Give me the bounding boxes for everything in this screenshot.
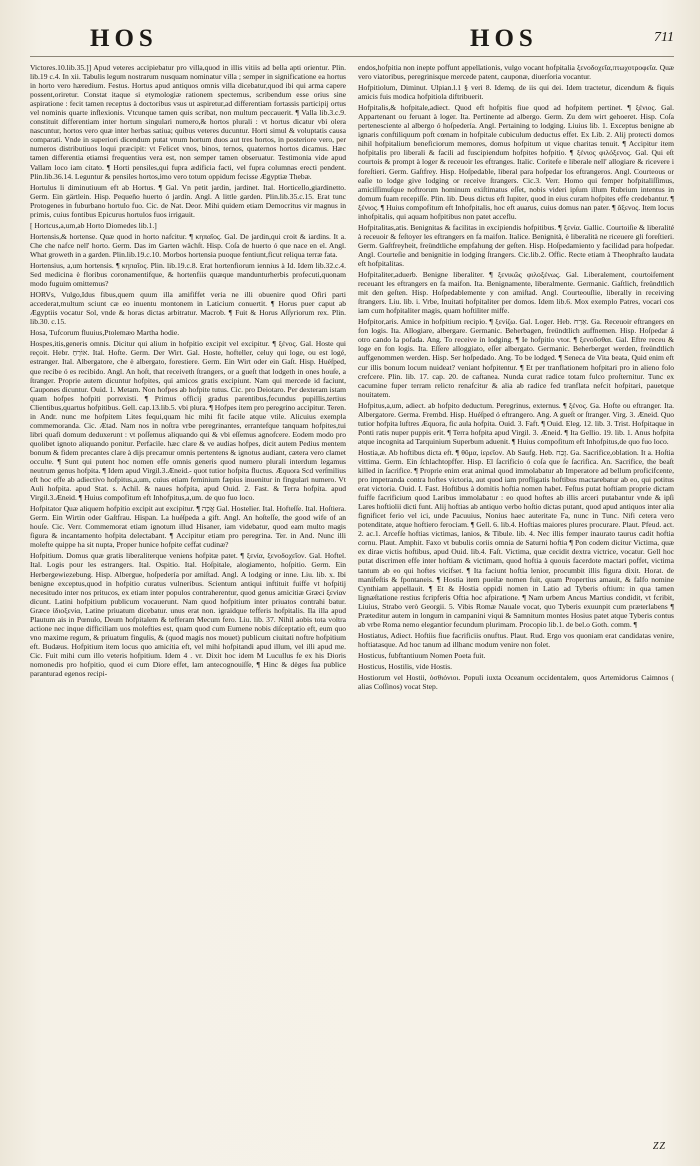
dictionary-entry: HORVs, Vulgo,Idus fibus,quem quum illa amififfet veria ne illi obuenire quod Ofiri parti accederat,multum sciunt cæ eo inuentu montonem in Laticium conuertit. ¶ Horus puer caput ab Ægyptiis vocatur Sol, vnde & horas dictas arbitratur. Macrob. ¶ Fuit & Horus Aſſyriorum rex. Plin. lib.30. c.15. bbox=[30, 290, 346, 327]
catchword: ZZ bbox=[652, 1141, 666, 1152]
dictionary-entry: Hofpitium. Domus quæ gratis liberaliterque veniens hofpitæ patet. ¶ ξενία, ξενοδοχεῖον. Gal. Hoftel. Ital. Logis pour les estrangers. Ital. Ospitio. Ital. Hoſpitale, alogiamento, hoſpitio. Germ. Ein Herbergewiezebung. Hisp. Albergue, hoſpedería por amiſtad. Angl. A lodging or inne. Liu. lib. x. Ibi benigne exceptus,quod in hofpitio curatus vulneribus. Scientum antiqui inftituit fuiffe vt hofpitij necesitudo inter nos pritucos, ex etiam inter populos contraherentur, quod genus amicitiæ Græci ξενίαν dicunt. Latini hofpitium publicum vocauerunt. Nam quod hofpitium inter priuatos contrahi batur. Græce ἰδιοξενία, Latine priuatum dicebatur. unus erat non. igraidque tefferis hofpitalis. Ila illa apud Plautum ais in Pœnulo, Deum hofpitalem & tefferam Mecum fero. Liu. lib. 37. Nihil aobis tota voltra actione nec inque difficiliam uos molefties est, quam quod cum Eumene nobis diſceptatio eft, eum quo vno maxime regum, & priuatum fingulis, & (quod magis nos mouet) publicum ciuitati noftre hofpitium eft. Budæus. Hofpitium item locus quo amicitia eft, vel mihi hofpitandi apud illum, vel illi apud me. Cic. Fuit mihi cum illo veteris hofpitium. Idem 4 . vr. Dixit hoc idem M Lucullus fe ex his Dioris nomonedis pro hofpitio, quod ei cum Diore effet, lam antecognouiſſe, ¶ Hinc & dèges ſua publice paranturad egenos recipi- bbox=[30, 551, 346, 679]
dictionary-entry: Hosticus, fubftantiuum Nomen Poeta fuit. bbox=[358, 650, 486, 660]
dictionary-entry: Hortensis,& hortense. Quæ quod in horto nafcitur. ¶ κηπαῖος. Gal. De jardin,qui croit & iardins. It a. Che che nafce nell' horto. Germ. Das im Garten wächſt. Hisp. Coſa de huerto ó que nace en el. Angl. What groweth in a garden. Plin.lib.19.c.10. Morbos hortensia puoque fentiunt,ficut reliqua terræ fata. bbox=[30, 231, 346, 259]
dictionary-entry: Hofpitalitas,atis. Benignitas & facilitas in excipiendis hofpitibus. ¶ ξενία. Gallic. Courtoiſie & liberalité à receuoir & feſtoyer les eftrangers en fa maifon. Italice. Benignità, è liberalità ne riceuere gli foreſtieri. Germ. Gaſtfreyheit, freündtliche empfahung der geſten. Hisp. Hoſpedamiento y facilidad para hoſpedar. Angl. Courteſie and benignitie in lodging ſtrangers. Cic.lib.2. Offic. Recte etiam à Theophraſto laudata eft hofpitalitas. bbox=[358, 222, 674, 268]
running-head-left: HOS bbox=[90, 25, 158, 52]
page-header bbox=[30, 26, 674, 57]
right-column bbox=[358, 63, 674, 1133]
text-columns bbox=[30, 63, 674, 1133]
dictionary-entry: Hostiatus, Adiect. Hoftiis fiue facrificiis onuftus. Plaut. Rud. Ergo vos quoniam erat candidatas venire, hoftiatasque. Ad hoc tanum ad illhanc modum venire non folet. bbox=[358, 630, 674, 649]
dictionary-entry: Hostia,æ. Ab hoftibus dicta eft. ¶ θῦμα, ἱερεῖον. Ab Saufg. Heb. זֶבַח. Ga. Sacrifice,oblation. It a. Hoſtia vittima. Germ. Ein ſchlachtopffer. Hisp. El ſacrificio ó coſa que ſe ſacrifica. An. Sacrifice, the beaſt killed in ſacrifice. ¶ Proprie enim erat animal quod immolabatur ab Imperatore ad bellum proficifcente, pro impetranda contra hoftes victoria, aut quod iam profligatis hoftibus mactarebatur ab eo, qui potitus erat victoria. Ouid. I. Fast. Hoftibus à domitis hoftia nomen habet. Feſtus putat hoftiam proprie dictam fuiffe facrificium quod Laribus immolabatur : eo quod hoftes ab illis arceri putabantur vnde & ipſi Lares hoftiolii dicti funt. Alij hoftias ab antiquo verbo hoſtio dictas putant, quod apud antiquos inter alia fignificet ferio vel ici, unde Pacuuius, Nonius haec auteritate Fa, nunc in Tunc. Nifi cetera vero potenditate, atque hoftiero ferociam. ¶ Gell. 6. lib.4. Hoftias maiores plures procurare. Plaut. Pfeud. act. 2. ac.1. Arcefſe hoftias victimas, lanios, & Tibule. lib. 4. Nec illis femper inaurato taurus cadit hoftia cornu. Plaut. Amphit. Faxo vt bubulis coriis omnia de Saturni hoftia ¶ Pon codem dicitur Victima, quæ ex dirae victis hoftibus, apud Ouid. lib.4. Faſt. Victima, quæ cecidit dextra victrice, vocatur. Gell hoc putat discrimen effe inter hoftiam & victimam, quod hoftia à quouis facerdote mactari poffet, victima tantum ab eo qui hoftes vicifset. ¶ Ita faciunt hoftia lenior, procumbit illis figura dixit. Horat. de manifeſtis & fpontaneis. ¶ Hostia item pueilæ nomen fuit, quam Propertius amauit, & falfo nomine Cynthiam appellauit. ¶ Et & Hostia oppidi nomen in Latio ad Tyberis oftium: in qua tamen lignæſtatione restius fcripferis Oftia hoc afpiratione. ¶ Nam urbem Ancus Martius condidit, vt fcribit, Liuius, Strabo verò Georgii. 5. Vibis Romæ Nauale vocat, quo Tyberis exuunpit cum præterlabens ¶ Præteditur autem in longum in campanini viqui & Samnitum montes Hosius patet atque Tyberis contus ab vrbe Roma nemo elegantior fecundum plurimam. Procopio lib.1. de bel.o Goth. comm. ¶ bbox=[358, 447, 674, 629]
dictionary-entry: Hostiorum vel Hostii, ὀσθιόνιοι. Populi iuxta Oceanum occidentalem, quos Artemidorus Caimnos ( alias Coſſinos) vocat Step. bbox=[358, 673, 674, 692]
running-head-right: HOS bbox=[470, 25, 538, 52]
dictionary-entry: Hosa, Tufcorum fluuius,Ptolemæo Martha hodie. bbox=[30, 328, 180, 338]
dictionary-entry: Hortensius, a,um hortensis. ¶ κηπαῖος. Plin. lib.19.c.8. Erat hortenfiorum iennius à Id. Idem lib.32.c.4. Sed medicina è floribus coronamentifque, & hortenfiis quæque mandunturherbis profecuti,quonam modo fuguim omittemus? bbox=[30, 260, 346, 289]
dictionary-entry: Hofpitaliter,aduerb. Benigne liberaliter. ¶ ξενικῶς φιλοξένως. Gal. Liberalement, courtoifement receuant les eftrangers en fa maifon. Ita. Benignamente, liberalmente. Germanic. Gaſtlich, freündtlich mit den geſten. Hisp. Hoſpedablemente y con amiſtad. Angl. Courteouſlie, liberally in receiving ſtrangers. Liu. lib. i. Vrbe, Inuitati hofpitaliter per domos. Idem lib.6. Mox exemplo Patres, vocari cos iam cum hofpitaliter magis, quam hoftiliter miffe. bbox=[358, 270, 674, 316]
dictionary-entry: Hofpitiolum, Diminut. Ulpian.l.1 § veri 8. Idemq. de iis qui dei. Idem tractetur, dicendum & fiquis amicis fuis modica hofpitiola diftribuerit. bbox=[358, 83, 674, 102]
dictionary-entry: Hofpitalis,& hofpitale,adiect. Quod eft hofpitis fiue quod ad hofpitem pertinet. ¶ ξένιος. Gal. Appartenant ou feruant à loger. Ita. Pertinente ad albergo. Germ. Zu dem wirt gehoeret. Hisp. Coſa pertenesciente al albergo ó hoſpedería. Angl. Pertaining to lodging. Liuius lib. 1. Exceptus benigne ab ignaris conftiliquum poft cœnam in hofpitale cubiculum deductus effet. Ex Lib. 2. Alij protecti domos nihil hofpitalium beneficiorum memores, domus hofpitum ut vique charitas tenuit. ¶ Accipitur item hofpitalis pro liberali & facili ad fuscipiendum hofpites hofpitio. ¶ ξένιος φιλόξενος. Gal. Qui eſt courtois & prompt à loger & receuoir les eftranges. Italic. Coritefe e liberale nell' allogiare & ricevere i foreſtieri. Germ. Gaſtfrey. Hisp. Hoſpedable, liberal para hoſpedar los eftrangeros. Angl. Courteous or eaſie to lodge give lodging or receive ſtrangers. Cic.3. Verr. Homo qui femper hofpitaliſſimus, amiciſſimuſque noftrorum hominum exiſtimatus eſſet, nobis videri ipſum illum Rubrium intentus in domum fuam recepiſſe. Plin. lib. Deus dictus eft Iupiter, quod in eius curam hofpites effe credebantur. ¶ ξένιος. ¶ Huius compofitum eft Inhofpitalis, hoc eft auarus, cuius domus nan pater. ¶ ἄξενος. Item locus inhofpitalis, qui aquam hofpitibus non patet acceflu. bbox=[358, 103, 674, 221]
left-column bbox=[30, 63, 346, 1133]
dictionary-entry: endos,hofpitia non inepte poffunt appellationis, vulgo vocant hofpitalia ξενοδοχεῖα,πτωχοτροφεῖα. Quæ vero viatoribus, peregrinisque mercede patent, cauponæ, diuerſoria vocantur. bbox=[358, 63, 674, 82]
dictionary-entry: Hofpitator Quæ aliquem hofpitio excipit aut excipitur. ¶ אֲכָּה Gal. Hostelier. Ital. Hofteſſe. Ital. Hoſtiera. Germ. Ein Wirtin oder Gaſtfrau. Hispan. La huéſpeda a gift. Angl. An hoſteſſe, the good wife of an houſe. Cic. Verr. Commemorat etiam ignotum illud Hisaner, iam videbatur, quod eam multo magis figura & incantamento hofpita delectabant. ¶ Accipitur etiam pro peregrina. Ter. in And. Nunc illi molefte quippe ha sit nupta, Proper hunice hofpite ceffat cudinæ? bbox=[30, 504, 346, 550]
dictionary-entry: Hospes,itis,generis omnis. Dicitur qui alium in hofpitio excipit vel excipitur. ¶ ξένος. Gal. Hoste qui reçoit. Hebr. אוֹרֵחַ. Ital. Hofte. Germ. Der Wirt. Gal. Hoste, hofteller, celuy qui loge, ou est logé, estranger. Ital. Albergatore, che è albergato, forestiere. Germ. Ein Wirt oder ein Gaſt. Hisp. Huéſped, que recibe ó es recibido. Angl. An hoſt, that receiveth ſtrangers, or a gueſt that lodgeth in ones houſe, a ſtranger. Proprie autem dicuntur hofpites, qui amicos gratis excipiunt. Nam qui mercede id faciunt, Caupones dicuntur. Ouid. 1. Metam. Non hofpes ab hofpite tutus. Cic. pro Deiotaro. Per dexteram istam quam hofpes hofpiti porrexisti. ¶ Primus officij gradus parentibus,fecundus pupillis,tertius Clientibus,quartus hofpitibus. Gell. cap.13.lib.5. vbi plura. ¶ Hofpes item pro peregrino accipitur. Teren. in Andr. nunc me hofpitem Lites fequi,quam hic mihi fit facile atque vtile. Alicuius exempla commemoranda. Cic. Ætad. Nam nos in noſtra vrbe peregrinantes, errantefque tanquam hofpites,tui libri quafi domum deduxerunt : vt poſſemus aliquando qui & vbi eſſemus agnofcere. Eodem modo pro quolibet ignoto aliquando ponitur. Perfacile. hæc clare & ve audias hofpes, dicit autem Pedius mentem bonum & fidem precantes clare à dijs precamur omnis pertentens & ignotus audiant, cætera vero clamet occulte. ¶ Sunt qui putent hoc nomen effe omnis generis quod numero plurali interdum legamus neutrum genus hofpita. ¶ Idem apud Virgil.3.Æneid.- quot tutior hofpita fluctus. Æquora Scd verſmilius eft hoc effe ab adiectivo hofpitus,a,um, cuius etiam feminium fæpius inuenitur in fingulari numero. Vt Auli hofpita. apud Stat. s. Achil. & naues hofpita, apud Ouid. 2. Fast. & Terra hofpita. apud Virgil.3.Æneid. ¶ Huius compofitum eft Inhofpitus,a,um. de quo fuo loco. bbox=[30, 339, 346, 503]
dictionary-entry: Hofpitus,a,um, adiect. ab hofpito deductum. Peregrinus, externus. ¶ ξένος. Ga. Hofte ou eftranger. Ita. Albergatore. Germa. Frembd. Hisp. Huéſped ó eftrangero. Ang. A gueſt or ſtranger. Virg. 3. Æneid. Quo tutior hofpita luftres Æquora, fic aula hofpita. Ouid. 3. Faft. ¶ Ouid. Eleg. 12. lib. 3. Trist. Hofpitaque in Ponti ratis nuper puppis erit. ¶ Terra hofpita apud Virgil. 3. Æneid. ¶ Ita Gellio. 19. lib. 1. Anus hofpita atque incognita ad Tarquinium Superbum aduenit. ¶ Huius compofitum eft Inhofpitus,de quo fuo loco. bbox=[358, 400, 674, 446]
dictionary-entry: Victores.10.lib.35.]] Apud veteres accipiebatur pro villa,quod in illis vitiis ad bella apti orientur. Plin. lib.19 c.4. In xii. Tabulis legum nostrarum nusquam nominatur villa ; semper in significatione ea hortus in horto vero hæredium. Festus. Hortus apud antiquos omnis villa dicebatur,quod ibi qui arma capere possent,oriretur. Constat itaque si etymologiæ rationem spectemus, scribendum esse orius sine aspiratione : fecit tamen receptus à doctoribus vsus ut aspiretur,ad differentiam fortassis participij ortus vel nominis quarte inflexionis. Vtcunque tamen quis scribat, non multum peccauerit. ¶ Valla lib.3.c.9. constituit differentiam inter hortum singulari numero,& hortos plurali : vt hortus dicatur vbi olera nascuntur, hortos vero quæ inter herbas satiua; quibus veteres ducuntur. Horti simul & voluptatis causa comparati. Vnde in superiori dicendum putat vnum hortum duos aut tres hortos, in posteriore vero, per numeros distributiuos loqui præcipit: vt Felicet vnos, binos, ternos, quaternos hortos dicamus. Hæc tamen differentia etiamsi frequentius vera est, non semper tamen obseruatur. Testimonia vide apud Vallam loco iam citato. ¶ Horti pensiles,qui fupra ædificia facti, vel fupra columnas erecti pendent. Plin.lib.36.14. Leguntur & pensiles hortos,imo vero totum oppidum fecisse Ægyptiæ Thebæ. bbox=[30, 63, 346, 181]
page-number: 711 bbox=[654, 30, 674, 45]
dictionary-entry: Hortulus li diminutiuum eft ab Hortus. ¶ Gal. Vn petit jardin, jardinet. Ital. Horticello,giardinetto. Germ. Ein gärtlein. Hisp. Pequeño huerto ó jardín. Angl. A little garden. Plin.lib.35.c.15. Erat tunc Protogenes in fuburbano hortulo fuo. Cic. de Nat. Deor. Mihi quidem etiam Democritus vir magnus in primis, cuius fontibus Epicurus hortulos fuos irrigauit. bbox=[30, 182, 346, 219]
dictionary-entry: Hosticus, Hostilis, vide Hostis. bbox=[358, 662, 453, 671]
dictionary-entry: Hofpitor,aris. Amice in hofpitium recipio. ¶ ξενίζω. Gal. Loger. Heb. אֵרַח. Ga. Receuoir eftrangers en fon logis. Ita. Allogiare, albergare. Germanic. Beherbagen, freündtlich auffnemen. Hisp. Hoſpedar á otro cando la pofada. Ang. To receive in lodging. ¶ Ie hofpitio vtor. ¶ ξενοῦσθαι. Gal. Eftre receu & loge en fon logis. Ita. Eſſere alloggiato, eſſer albergato. Germanic. Beherberget werden, freündtlich auffgenommen werden. Hisp. Ser hoſpedado. Ang. To be lodged. ¶ Seneca de Vita beata, Quid enim eft cur illis bonum locum nuideat? veniant hofpitentur. ¶ Et per tranflationem hofpitari pro in alieno folo crefcere. Plin. lib. 17. cap. 20. de caftanea. Nunda curat radice totam fulco proſternitur. Tunc ex cacumine fuper terram relicto renafcitur & alia ab radice fed tranflata nefcit hofpitari, pauetque nouitatem. bbox=[358, 317, 674, 399]
dictionary-entry: [ Hortcus,a,um,ab Horto Diomedes lib.1.] bbox=[30, 220, 157, 230]
